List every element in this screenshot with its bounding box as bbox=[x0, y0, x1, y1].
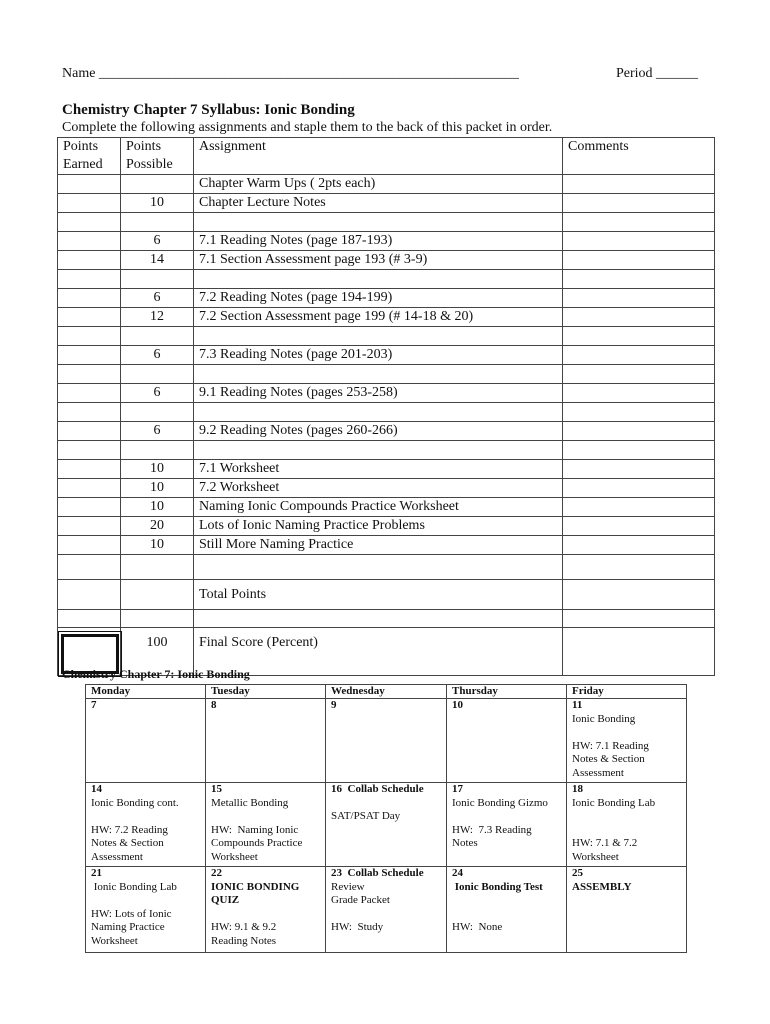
calendar-entry: Worksheet bbox=[211, 850, 258, 863]
assignment-cell: Lots of Ionic Naming Practice Problems bbox=[194, 517, 563, 536]
header-line bbox=[62, 66, 698, 86]
syllabus-row bbox=[58, 479, 715, 498]
syllabus-row bbox=[58, 610, 715, 628]
assignment-cell bbox=[194, 213, 563, 232]
syllabus-header-row bbox=[58, 138, 715, 175]
points-earned-cell[interactable] bbox=[58, 270, 121, 289]
calendar-entry: Assessment bbox=[572, 766, 624, 779]
syllabus-row bbox=[58, 536, 715, 555]
calendar-day-cell bbox=[567, 699, 687, 783]
calendar-day-cell bbox=[447, 867, 567, 953]
calendar-date: 21 bbox=[91, 867, 102, 879]
points-earned-cell[interactable] bbox=[58, 610, 121, 628]
final-points-cell: 100 bbox=[121, 628, 194, 676]
calendar-entry: Ionic Bonding cont. bbox=[91, 796, 179, 809]
calendar-date: 17 bbox=[452, 783, 463, 795]
points-earned-cell[interactable] bbox=[58, 346, 121, 365]
day-header: Friday bbox=[567, 685, 687, 699]
comments-cell[interactable] bbox=[563, 580, 715, 610]
calendar-entry bbox=[91, 810, 200, 824]
syllabus-row bbox=[58, 270, 715, 289]
assignment-cell: Chapter Lecture Notes bbox=[194, 194, 563, 213]
assignment-cell: Total Points bbox=[194, 580, 563, 610]
points-possible-cell: 10 bbox=[121, 194, 194, 213]
comments-cell[interactable] bbox=[563, 384, 715, 403]
calendar-entry bbox=[91, 894, 200, 908]
comments-cell[interactable] bbox=[563, 460, 715, 479]
assignment-cell: 9.2 Reading Notes (pages 260-266) bbox=[194, 422, 563, 441]
calendar-entry: Notes & Section bbox=[572, 753, 645, 765]
calendar-entry bbox=[331, 797, 441, 811]
calendar-entry bbox=[452, 810, 561, 824]
points-possible-cell: 6 bbox=[121, 232, 194, 251]
points-earned-cell[interactable] bbox=[58, 232, 121, 251]
comments-cell[interactable] bbox=[563, 232, 715, 251]
calendar-date: 8 bbox=[211, 699, 217, 711]
syllabus-row bbox=[58, 346, 715, 365]
points-earned-cell[interactable] bbox=[58, 308, 121, 327]
period-field-label: Period ______ bbox=[615, 66, 698, 81]
calendar-entry: Grade Packet bbox=[331, 894, 390, 906]
calendar-entry: HW: Lots of Ionic bbox=[91, 907, 172, 920]
points-earned-cell[interactable] bbox=[58, 517, 121, 536]
points-possible-cell bbox=[121, 175, 194, 194]
comments-cell[interactable] bbox=[563, 289, 715, 308]
assignment-cell bbox=[194, 610, 563, 628]
syllabus-row bbox=[58, 580, 715, 610]
calendar-entry bbox=[452, 908, 561, 922]
points-possible-cell: 20 bbox=[121, 517, 194, 536]
assignment-cell: 9.1 Reading Notes (pages 253-258) bbox=[194, 384, 563, 403]
points-possible-cell bbox=[121, 555, 194, 580]
calendar-entry: HW: None bbox=[452, 921, 503, 933]
calendar-entry: Naming Practice bbox=[91, 921, 165, 933]
calendar-date: 10 bbox=[452, 699, 463, 711]
points-possible-cell: 6 bbox=[121, 289, 194, 308]
comments-cell[interactable] bbox=[563, 403, 715, 422]
points-possible-cell bbox=[121, 610, 194, 628]
points-possible-cell bbox=[121, 327, 194, 346]
calendar-entry: HW: Naming Ionic bbox=[211, 823, 299, 836]
points-earned-cell[interactable] bbox=[58, 365, 121, 384]
calendar-date: 25 bbox=[572, 867, 583, 879]
calendar-date: 9 bbox=[331, 699, 337, 711]
assignment-cell: 7.1 Section Assessment page 193 (# 3-9) bbox=[194, 251, 563, 270]
comments-cell[interactable] bbox=[563, 498, 715, 517]
points-earned-cell[interactable] bbox=[58, 213, 121, 232]
points-earned-cell[interactable] bbox=[58, 194, 121, 213]
calendar-entry bbox=[572, 810, 681, 824]
comments-cell[interactable] bbox=[563, 365, 715, 384]
points-earned-cell[interactable] bbox=[58, 555, 121, 580]
calendar-title: Chemistry Chapter 7: Ionic Bonding bbox=[62, 667, 250, 681]
comments-cell[interactable] bbox=[563, 327, 715, 346]
calendar-entry: Assessment bbox=[91, 850, 143, 863]
points-earned-cell[interactable] bbox=[58, 498, 121, 517]
points-possible-cell: 10 bbox=[121, 460, 194, 479]
calendar-day-cell bbox=[326, 867, 447, 953]
syllabus-table bbox=[57, 137, 715, 676]
page-title: Chemistry Chapter 7 Syllabus: Ionic Bonding bbox=[62, 102, 355, 118]
comments-cell[interactable] bbox=[563, 517, 715, 536]
points-possible-cell bbox=[121, 270, 194, 289]
final-comments-cell[interactable] bbox=[563, 628, 715, 676]
calendar-day-cell bbox=[567, 783, 687, 867]
points-earned-cell[interactable] bbox=[58, 536, 121, 555]
points-earned-cell[interactable] bbox=[58, 384, 121, 403]
calendar-entry: Metallic Bonding bbox=[211, 796, 289, 809]
calendar-entry: HW: Study bbox=[331, 921, 384, 933]
calendar-day-cell bbox=[447, 699, 567, 783]
comments-cell[interactable] bbox=[563, 441, 715, 460]
comments-cell[interactable] bbox=[563, 479, 715, 498]
calendar-entry: SAT/PSAT Day bbox=[331, 810, 401, 822]
calendar-header-row bbox=[86, 685, 687, 699]
calendar-entry: Compounds Practice bbox=[211, 837, 303, 849]
syllabus-row bbox=[58, 213, 715, 232]
calendar-entry: Ionic Bonding Lab bbox=[572, 796, 656, 809]
syllabus-row bbox=[58, 555, 715, 580]
syllabus-row bbox=[58, 289, 715, 308]
calendar-day-cell bbox=[326, 783, 447, 867]
points-earned-cell[interactable] bbox=[58, 251, 121, 270]
points-possible-cell: 10 bbox=[121, 536, 194, 555]
calendar-entry: Notes bbox=[452, 837, 478, 849]
day-header: Monday bbox=[86, 685, 206, 699]
syllabus-row bbox=[58, 498, 715, 517]
points-possible-cell bbox=[121, 403, 194, 422]
assignment-cell bbox=[194, 327, 563, 346]
points-possible-cell: 14 bbox=[121, 251, 194, 270]
comments-cell[interactable] bbox=[563, 536, 715, 555]
calendar-day-cell bbox=[86, 867, 206, 953]
assignment-cell: Still More Naming Practice bbox=[194, 536, 563, 555]
col-assignment: Assignment bbox=[194, 138, 563, 175]
col-comments: Comments bbox=[563, 138, 715, 175]
syllabus-row bbox=[58, 175, 715, 194]
points-possible-cell: 6 bbox=[121, 346, 194, 365]
calendar-entry: Notes & Section bbox=[91, 837, 164, 849]
day-header: Wednesday bbox=[326, 685, 447, 699]
calendar-date: 11 bbox=[572, 699, 583, 711]
assignment-cell: 7.1 Reading Notes (page 187-193) bbox=[194, 232, 563, 251]
calendar-day-cell bbox=[326, 699, 447, 783]
calendar-day-cell bbox=[86, 783, 206, 867]
syllabus-row bbox=[58, 251, 715, 270]
calendar-date: 16 Collab Schedule bbox=[331, 783, 424, 795]
points-possible-cell: 10 bbox=[121, 479, 194, 498]
calendar-entry bbox=[211, 908, 320, 922]
assignment-cell bbox=[194, 403, 563, 422]
calendar-entry bbox=[572, 726, 681, 740]
assignment-cell: 7.2 Section Assessment page 199 (# 14-18 & 20) bbox=[194, 308, 563, 327]
points-possible-cell: 6 bbox=[121, 384, 194, 403]
calendar-entry: Worksheet bbox=[91, 934, 138, 947]
assignment-cell: 7.2 Worksheet bbox=[194, 479, 563, 498]
comments-cell[interactable] bbox=[563, 555, 715, 580]
syllabus-row bbox=[58, 194, 715, 213]
calendar-entry: Review bbox=[331, 880, 365, 893]
day-header: Thursday bbox=[447, 685, 567, 699]
calendar-entry: HW: 7.1 Reading bbox=[572, 739, 649, 752]
syllabus-row bbox=[58, 308, 715, 327]
syllabus-row bbox=[58, 384, 715, 403]
assignment-cell bbox=[194, 555, 563, 580]
comments-cell[interactable] bbox=[563, 251, 715, 270]
assignment-cell bbox=[194, 441, 563, 460]
comments-cell[interactable] bbox=[563, 270, 715, 289]
points-earned-cell[interactable] bbox=[58, 460, 121, 479]
assignment-cell bbox=[194, 270, 563, 289]
points-earned-cell[interactable] bbox=[58, 403, 121, 422]
calendar-entry bbox=[211, 810, 320, 824]
points-earned-cell[interactable] bbox=[58, 441, 121, 460]
comments-cell[interactable] bbox=[563, 610, 715, 628]
calendar-day-cell bbox=[86, 699, 206, 783]
calendar-entry: QUIZ bbox=[211, 894, 240, 906]
calendar-date: 23 Collab Schedule bbox=[331, 867, 424, 879]
name-field-label: Name ____________________________________________________________ bbox=[62, 66, 519, 81]
day-header: Tuesday bbox=[206, 685, 326, 699]
calendar-entry bbox=[331, 908, 441, 922]
comments-cell[interactable] bbox=[563, 346, 715, 365]
points-possible-cell bbox=[121, 213, 194, 232]
calendar-day-cell bbox=[206, 699, 326, 783]
syllabus-row bbox=[58, 232, 715, 251]
calendar-entry: Ionic Bonding bbox=[572, 712, 636, 725]
instructions-text: Complete the following assignments and staple them to the back of this packet in order. bbox=[62, 120, 553, 135]
assignment-cell: 7.3 Reading Notes (page 201-203) bbox=[194, 346, 563, 365]
points-earned-cell[interactable] bbox=[58, 580, 121, 610]
calendar-date: 7 bbox=[91, 699, 97, 711]
comments-cell[interactable] bbox=[563, 213, 715, 232]
calendar-entry: Worksheet bbox=[572, 850, 619, 863]
comments-cell[interactable] bbox=[563, 308, 715, 327]
syllabus-row bbox=[58, 327, 715, 346]
calendar-day-cell bbox=[447, 783, 567, 867]
calendar-entry: Ionic Bonding Lab bbox=[91, 880, 177, 893]
calendar-entry: HW: 7.2 Reading bbox=[91, 823, 168, 836]
syllabus-row bbox=[58, 517, 715, 536]
calendar-week-row bbox=[86, 699, 687, 783]
calendar-table bbox=[85, 684, 687, 953]
points-possible-cell bbox=[121, 365, 194, 384]
calendar-day-cell bbox=[567, 867, 687, 953]
comments-cell[interactable] bbox=[563, 194, 715, 213]
calendar-date: 15 bbox=[211, 783, 222, 795]
points-possible-cell: 12 bbox=[121, 308, 194, 327]
calendar-entry: Ionic Bonding Gizmo bbox=[452, 796, 548, 809]
assignment-cell: 7.1 Worksheet bbox=[194, 460, 563, 479]
syllabus-row bbox=[58, 460, 715, 479]
calendar-entry: HW: 7.1 & 7.2 bbox=[572, 837, 638, 849]
final-assignment-cell: Final Score (Percent) bbox=[194, 628, 563, 676]
syllabus-row bbox=[58, 365, 715, 384]
comments-cell[interactable] bbox=[563, 175, 715, 194]
points-possible-cell: 10 bbox=[121, 498, 194, 517]
calendar-week-row bbox=[86, 783, 687, 867]
comments-cell[interactable] bbox=[563, 422, 715, 441]
calendar-entry: Reading Notes bbox=[211, 934, 277, 947]
points-earned-cell[interactable] bbox=[58, 327, 121, 346]
points-earned-cell[interactable] bbox=[58, 175, 121, 194]
assignment-cell: Naming Ionic Compounds Practice Worksheet bbox=[194, 498, 563, 517]
calendar-date: 14 bbox=[91, 783, 102, 795]
calendar-entry bbox=[572, 824, 681, 838]
calendar-entry: HW: 7.3 Reading bbox=[452, 823, 532, 836]
assignment-cell: 7.2 Reading Notes (page 194-199) bbox=[194, 289, 563, 308]
calendar-entry bbox=[452, 894, 561, 908]
calendar-entry: HW: 9.1 & 9.2 bbox=[211, 921, 277, 933]
calendar-week-row bbox=[86, 867, 687, 953]
col-points-possible: Points Possible bbox=[121, 138, 194, 175]
calendar-day-cell bbox=[206, 783, 326, 867]
calendar-day-cell bbox=[206, 867, 326, 953]
calendar-entry: ASSEMBLY bbox=[572, 880, 632, 893]
calendar-entry: Ionic Bonding Test bbox=[452, 880, 543, 893]
calendar-date: 18 bbox=[572, 783, 583, 795]
syllabus-row bbox=[58, 403, 715, 422]
calendar-date: 24 bbox=[452, 867, 463, 879]
syllabus-row bbox=[58, 422, 715, 441]
calendar-date: 22 bbox=[211, 867, 222, 879]
points-possible-cell bbox=[121, 441, 194, 460]
points-possible-cell bbox=[121, 580, 194, 610]
assignment-cell bbox=[194, 365, 563, 384]
assignment-cell: Chapter Warm Ups ( 2pts each) bbox=[194, 175, 563, 194]
syllabus-row bbox=[58, 441, 715, 460]
points-earned-cell[interactable] bbox=[58, 422, 121, 441]
points-possible-cell: 6 bbox=[121, 422, 194, 441]
col-points-earned: Points Earned bbox=[58, 138, 121, 175]
points-earned-cell[interactable] bbox=[58, 289, 121, 308]
calendar-entry: IONIC BONDING bbox=[211, 880, 300, 893]
points-earned-cell[interactable] bbox=[58, 479, 121, 498]
